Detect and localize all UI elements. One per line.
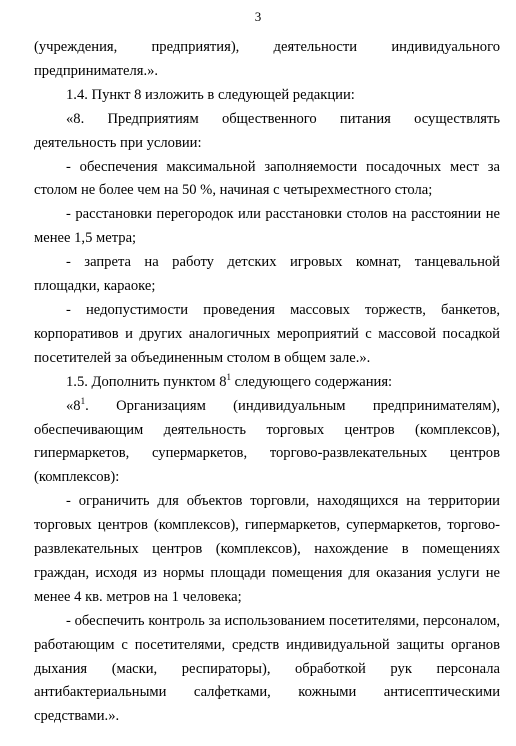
paragraph-continuation: (учреждения, предприятия), деятельности индивидуального предпринимателя.». [34, 39, 500, 79]
paragraph-1-5 [34, 371, 500, 395]
list-item-mass-events: - недопустимости проведения массовых торжеств, банкетов, корпоративов и других аналогичных мероприятий с массовой посадкой посетителей за объединенным столом в общем зале.». [34, 301, 500, 366]
document-body [34, 36, 500, 729]
paragraph-point-8: «8. Предприятиям общественного питания осуществлять деятельность при условии: [34, 110, 500, 151]
list-item-partitions: - расстановки перегородок или расстановки столов на расстоянии не менее 1,5 метра; [34, 206, 500, 247]
list-item-seat-occupancy: - обеспечения максимальной заполняемости посадочных мест за столом не более чем на 50 %, начиная с четырехместного стола; [34, 158, 500, 199]
paragraph-point-8-1-text-before: «8 [66, 397, 81, 414]
paragraph-1-5-text-before: 1.5. Дополнить пунктом 8 [66, 373, 227, 390]
paragraph-point-8-1-text-after: . Организациям (индивидуальным предпринимателям), обеспечивающим деятельность торговых центров (комплексов), гипермаркетов, супермаркетов, торгово-развлекательных центров (комплексов): [34, 397, 500, 486]
superscript: 1 [226, 371, 231, 382]
superscript: 1 [80, 395, 86, 406]
paragraph-1-5-text-after: следующего содержания: [231, 373, 393, 390]
page-number: 3 [254, 9, 262, 24]
list-item-area-limit: - ограничить для объектов торговли, находящихся на территории торговых центров (комплексов), гипермаркетов, супермаркетов, торгово-развлекательных центров (комплексов), нахождение в помещениях граждан, исходя из нормы площади помещения для оказания услуги не менее 4 кв. метров на 1 человека; [34, 493, 500, 605]
paragraph-point-8-1 [34, 395, 500, 491]
list-item-ppe-control: - обеспечить контроль за использованием посетителями, персоналом, работающим с посетителями, средств индивидуальной защиты органов дыхания (маски, респираторы), обработкой рук персонала антибактериальными салфетками, кожными антисептическими средствами.». [34, 612, 500, 725]
list-item-playrooms-ban: - запрета на работу детских игровых комнат, танцевальной площадки, караоке; [34, 254, 500, 295]
paragraph-1-4: 1.4. Пункт 8 изложить в следующей редакции: [66, 86, 355, 103]
